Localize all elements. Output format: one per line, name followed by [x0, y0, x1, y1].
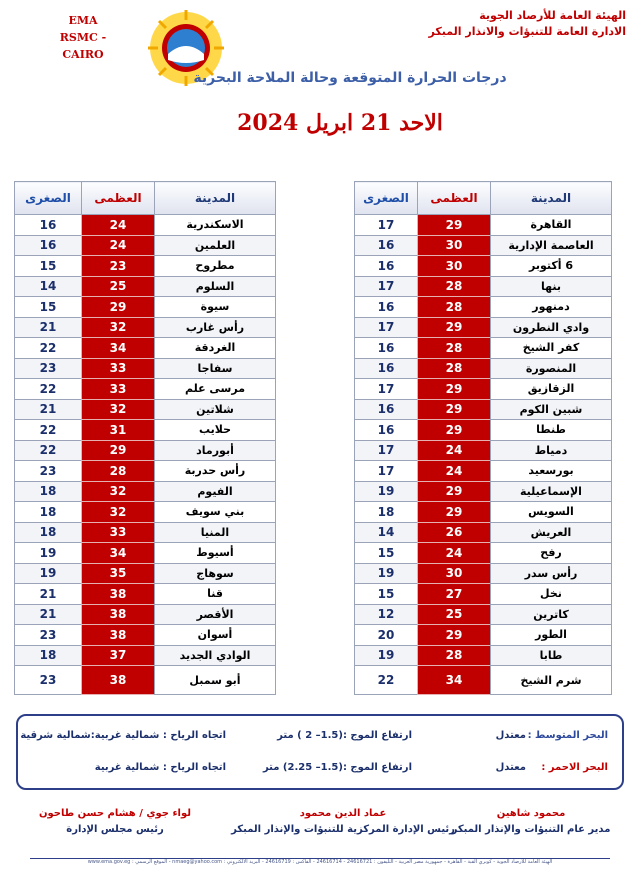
max-temp-cell: 28	[418, 297, 491, 318]
signature-name: محمود شاهين	[496, 808, 566, 819]
ema-brand	[38, 12, 128, 63]
sea-conditions-box	[16, 714, 624, 790]
min-temp-cell: 19	[355, 563, 418, 584]
city-cell: أبورماد	[155, 440, 276, 461]
header-min: الصغرى	[355, 182, 418, 215]
city-cell: شبين الكوم	[491, 399, 612, 420]
max-temp-cell: 29	[418, 625, 491, 646]
table-row	[15, 379, 276, 400]
signature-title: مدير عام التنبؤات والإنذار المبكر	[451, 824, 611, 835]
max-temp-cell: 24	[418, 440, 491, 461]
min-temp-cell: 19	[15, 543, 82, 564]
min-temp-cell: 19	[15, 563, 82, 584]
signature-name: لواء جوي / هشام حسن طاحون	[38, 808, 192, 819]
max-temp-cell: 24	[82, 235, 155, 256]
min-temp-cell: 17	[355, 440, 418, 461]
page-title: درجات الحرارة المتوقعة وحالة الملاحة البحرية	[193, 70, 507, 86]
max-temp-cell: 29	[418, 481, 491, 502]
min-temp-cell: 16	[15, 235, 82, 256]
city-cell: الإسماعيلية	[491, 481, 612, 502]
table-row	[355, 563, 612, 584]
table-row	[15, 358, 276, 379]
city-cell: أبو سمبل	[155, 666, 276, 695]
signature-title: رئيس الإدارة المركزية للتنبؤات والإنذار المبكر	[231, 824, 455, 835]
table-row	[15, 522, 276, 543]
max-temp-cell: 34	[82, 543, 155, 564]
max-temp-cell: 29	[418, 420, 491, 441]
min-temp-cell: 16	[355, 235, 418, 256]
min-temp-cell: 23	[15, 666, 82, 695]
max-temp-cell: 29	[82, 440, 155, 461]
city-cell: الزقازيق	[491, 379, 612, 400]
city-cell: قنا	[155, 584, 276, 605]
table-row	[15, 276, 276, 297]
city-cell: القاهرة	[491, 215, 612, 236]
max-temp-cell: 38	[82, 604, 155, 625]
min-temp-cell: 17	[355, 379, 418, 400]
city-cell: كاترين	[491, 604, 612, 625]
min-temp-cell: 16	[355, 256, 418, 277]
table-row	[355, 604, 612, 625]
table-row	[355, 276, 612, 297]
min-temp-cell: 23	[15, 358, 82, 379]
org-line-2: الادارة العامة للتنبؤات والانذار المبكر	[428, 25, 626, 38]
city-cell: شلاتين	[155, 399, 276, 420]
min-temp-cell: 18	[15, 645, 82, 666]
organization-name	[429, 8, 626, 40]
table-row	[15, 235, 276, 256]
table-row	[355, 358, 612, 379]
city-cell: الفيوم	[155, 481, 276, 502]
footer-contact: الهيئة العامة للأرصاد الجوية - كوبري القبة - القاهرة - جمهورية مصر العربية - التليفون : 24616721 - 24616714 - الفاكس : 24616719 - البريد الالكتروني : nmaeg@yahoo.com - الموقع الرسمي : www.ema.gov.eg	[30, 858, 610, 871]
city-cell: حلايب	[155, 420, 276, 441]
city-cell: بنها	[491, 276, 612, 297]
signature-name: عماد الدين محمود	[299, 808, 387, 819]
max-temp-cell: 25	[418, 604, 491, 625]
min-temp-cell: 15	[15, 256, 82, 277]
city-cell: رفح	[491, 543, 612, 564]
city-cell: رأس سدر	[491, 563, 612, 584]
max-temp-cell: 29	[82, 297, 155, 318]
table-row	[15, 338, 276, 359]
table-row	[15, 584, 276, 605]
table-row	[15, 440, 276, 461]
table-row	[15, 215, 276, 236]
city-cell: رأس حدربة	[155, 461, 276, 482]
city-cell: دمنهور	[491, 297, 612, 318]
city-cell: المنصورة	[491, 358, 612, 379]
max-temp-cell: 29	[418, 379, 491, 400]
table-row	[355, 461, 612, 482]
max-temp-cell: 37	[82, 645, 155, 666]
city-cell: الغردقة	[155, 338, 276, 359]
min-temp-cell: 19	[355, 481, 418, 502]
table-row	[355, 625, 612, 646]
min-temp-cell: 16	[355, 420, 418, 441]
city-cell: أسيوط	[155, 543, 276, 564]
min-temp-cell: 16	[355, 358, 418, 379]
max-temp-cell: 29	[418, 502, 491, 523]
city-cell: نخل	[491, 584, 612, 605]
max-temp-cell: 38	[82, 666, 155, 695]
city-cell: بني سويف	[155, 502, 276, 523]
min-temp-cell: 18	[15, 522, 82, 543]
min-temp-cell: 22	[15, 338, 82, 359]
forecast-date: الاحد 21 ابريل 2024	[237, 110, 443, 136]
max-temp-cell: 29	[418, 317, 491, 338]
table-row	[15, 461, 276, 482]
max-temp-cell: 31	[82, 420, 155, 441]
city-cell: كفر الشيخ	[491, 338, 612, 359]
min-temp-cell: 22	[15, 420, 82, 441]
table-row	[355, 666, 612, 695]
table-row	[355, 256, 612, 277]
signature-chairman	[30, 806, 200, 838]
city-cell: وادي النطرون	[491, 317, 612, 338]
table-row	[355, 379, 612, 400]
table-row	[355, 543, 612, 564]
city-cell: العريش	[491, 522, 612, 543]
med-sea-label: البحر المتوسط :	[527, 730, 608, 741]
max-temp-cell: 28	[82, 461, 155, 482]
city-cell: الأقصر	[155, 604, 276, 625]
max-temp-cell: 28	[418, 338, 491, 359]
city-cell: شرم الشيخ	[491, 666, 612, 695]
min-temp-cell: 23	[15, 625, 82, 646]
city-cell: طابا	[491, 645, 612, 666]
table-row	[15, 297, 276, 318]
city-cell: المنيا	[155, 522, 276, 543]
table-row	[15, 502, 276, 523]
min-temp-cell: 17	[355, 215, 418, 236]
city-cell: رأس غارب	[155, 317, 276, 338]
max-temp-cell: 23	[82, 256, 155, 277]
min-temp-cell: 16	[15, 215, 82, 236]
min-temp-cell: 16	[355, 297, 418, 318]
min-temp-cell: 21	[15, 317, 82, 338]
max-temp-cell: 29	[418, 215, 491, 236]
city-cell: العلمين	[155, 235, 276, 256]
right-temperature-table	[354, 181, 612, 695]
max-temp-cell: 32	[82, 502, 155, 523]
max-temp-cell: 33	[82, 358, 155, 379]
min-temp-cell: 21	[15, 604, 82, 625]
signature-general-director	[436, 806, 626, 838]
max-temp-cell: 32	[82, 317, 155, 338]
min-temp-cell: 22	[15, 379, 82, 400]
min-temp-cell: 22	[355, 666, 418, 695]
max-temp-cell: 30	[418, 235, 491, 256]
table-row	[15, 645, 276, 666]
med-sea-wind: اتجاه الرياح : شمالية غربية:شمالية شرقية	[20, 730, 226, 741]
header-min: الصغرى	[15, 182, 82, 215]
min-temp-cell: 15	[355, 543, 418, 564]
min-temp-cell: 16	[355, 399, 418, 420]
table-row	[355, 420, 612, 441]
city-cell: بورسعيد	[491, 461, 612, 482]
city-cell: سيوة	[155, 297, 276, 318]
city-cell: الاسكندرية	[155, 215, 276, 236]
max-temp-cell: 29	[418, 399, 491, 420]
city-cell: السلوم	[155, 276, 276, 297]
max-temp-cell: 28	[418, 276, 491, 297]
table-row	[355, 297, 612, 318]
red-sea-state: معتدل	[495, 762, 526, 773]
med-sea-wave: ارتفاع الموج :(1.5– 2 ) متر	[277, 730, 412, 741]
max-temp-cell: 28	[418, 358, 491, 379]
table-row	[355, 440, 612, 461]
table-row	[355, 502, 612, 523]
table-row	[355, 338, 612, 359]
max-temp-cell: 27	[418, 584, 491, 605]
med-sea-state: معتدل	[495, 730, 526, 741]
max-temp-cell: 34	[418, 666, 491, 695]
signature-title: رئيس مجلس الإدارة	[66, 824, 164, 835]
max-temp-cell: 35	[82, 563, 155, 584]
header-city: المدينة	[491, 182, 612, 215]
min-temp-cell: 15	[355, 584, 418, 605]
table-row	[15, 420, 276, 441]
city-cell: 6 أكتوبر	[491, 256, 612, 277]
header-max: العظمى	[82, 182, 155, 215]
table-row	[15, 481, 276, 502]
city-cell: الوادي الجديد	[155, 645, 276, 666]
red-sea-label: البحر الاحمر :	[541, 762, 608, 773]
rsmc-label: RSMC - CAIRO	[59, 31, 107, 61]
table-row	[355, 317, 612, 338]
max-temp-cell: 38	[82, 625, 155, 646]
min-temp-cell: 17	[355, 461, 418, 482]
max-temp-cell: 28	[418, 645, 491, 666]
min-temp-cell: 19	[355, 645, 418, 666]
max-temp-cell: 33	[82, 522, 155, 543]
signature-central-head	[228, 806, 458, 838]
min-temp-cell: 14	[15, 276, 82, 297]
table-row	[15, 563, 276, 584]
table-row	[15, 399, 276, 420]
city-cell: سفاجا	[155, 358, 276, 379]
min-temp-cell: 17	[355, 276, 418, 297]
table-row	[355, 522, 612, 543]
city-cell: أسوان	[155, 625, 276, 646]
table-row	[355, 481, 612, 502]
city-cell: دمياط	[491, 440, 612, 461]
max-temp-cell: 24	[82, 215, 155, 236]
left-temperature-table	[14, 181, 276, 695]
table-row	[15, 625, 276, 646]
max-temp-cell: 24	[418, 461, 491, 482]
table-row	[355, 584, 612, 605]
table-row	[15, 666, 276, 695]
max-temp-cell: 26	[418, 522, 491, 543]
city-cell: السويس	[491, 502, 612, 523]
min-temp-cell: 21	[15, 584, 82, 605]
table-row	[355, 645, 612, 666]
table-row	[355, 399, 612, 420]
max-temp-cell: 38	[82, 584, 155, 605]
max-temp-cell: 32	[82, 481, 155, 502]
min-temp-cell: 18	[15, 481, 82, 502]
city-cell: سوهاج	[155, 563, 276, 584]
city-cell: مطروح	[155, 256, 276, 277]
max-temp-cell: 34	[82, 338, 155, 359]
min-temp-cell: 15	[15, 297, 82, 318]
max-temp-cell: 32	[82, 399, 155, 420]
org-line-1: الهيئة العامة للأرصاد الجوية	[479, 9, 626, 22]
table-row	[15, 256, 276, 277]
city-cell: طنطا	[491, 420, 612, 441]
min-temp-cell: 17	[355, 317, 418, 338]
min-temp-cell: 23	[15, 461, 82, 482]
min-temp-cell: 16	[355, 338, 418, 359]
table-row	[15, 543, 276, 564]
city-cell: العاصمة الإدارية	[491, 235, 612, 256]
table-row	[355, 235, 612, 256]
min-temp-cell: 14	[355, 522, 418, 543]
max-temp-cell: 25	[82, 276, 155, 297]
table-row	[355, 215, 612, 236]
city-cell: الطور	[491, 625, 612, 646]
max-temp-cell: 30	[418, 256, 491, 277]
max-temp-cell: 33	[82, 379, 155, 400]
min-temp-cell: 22	[15, 440, 82, 461]
red-sea-wind: اتجاه الرياح : شمالية غربية	[94, 762, 226, 773]
min-temp-cell: 12	[355, 604, 418, 625]
table-row	[15, 317, 276, 338]
min-temp-cell: 21	[15, 399, 82, 420]
header-city: المدينة	[155, 182, 276, 215]
red-sea-wave: ارتفاع الموج :(1.5– 2.25) متر	[262, 762, 412, 773]
table-row	[15, 604, 276, 625]
max-temp-cell: 30	[418, 563, 491, 584]
max-temp-cell: 24	[418, 543, 491, 564]
header-max: العظمى	[418, 182, 491, 215]
min-temp-cell: 18	[355, 502, 418, 523]
min-temp-cell: 20	[355, 625, 418, 646]
ema-label: EMA	[68, 14, 98, 27]
city-cell: مرسى علم	[155, 379, 276, 400]
min-temp-cell: 18	[15, 502, 82, 523]
